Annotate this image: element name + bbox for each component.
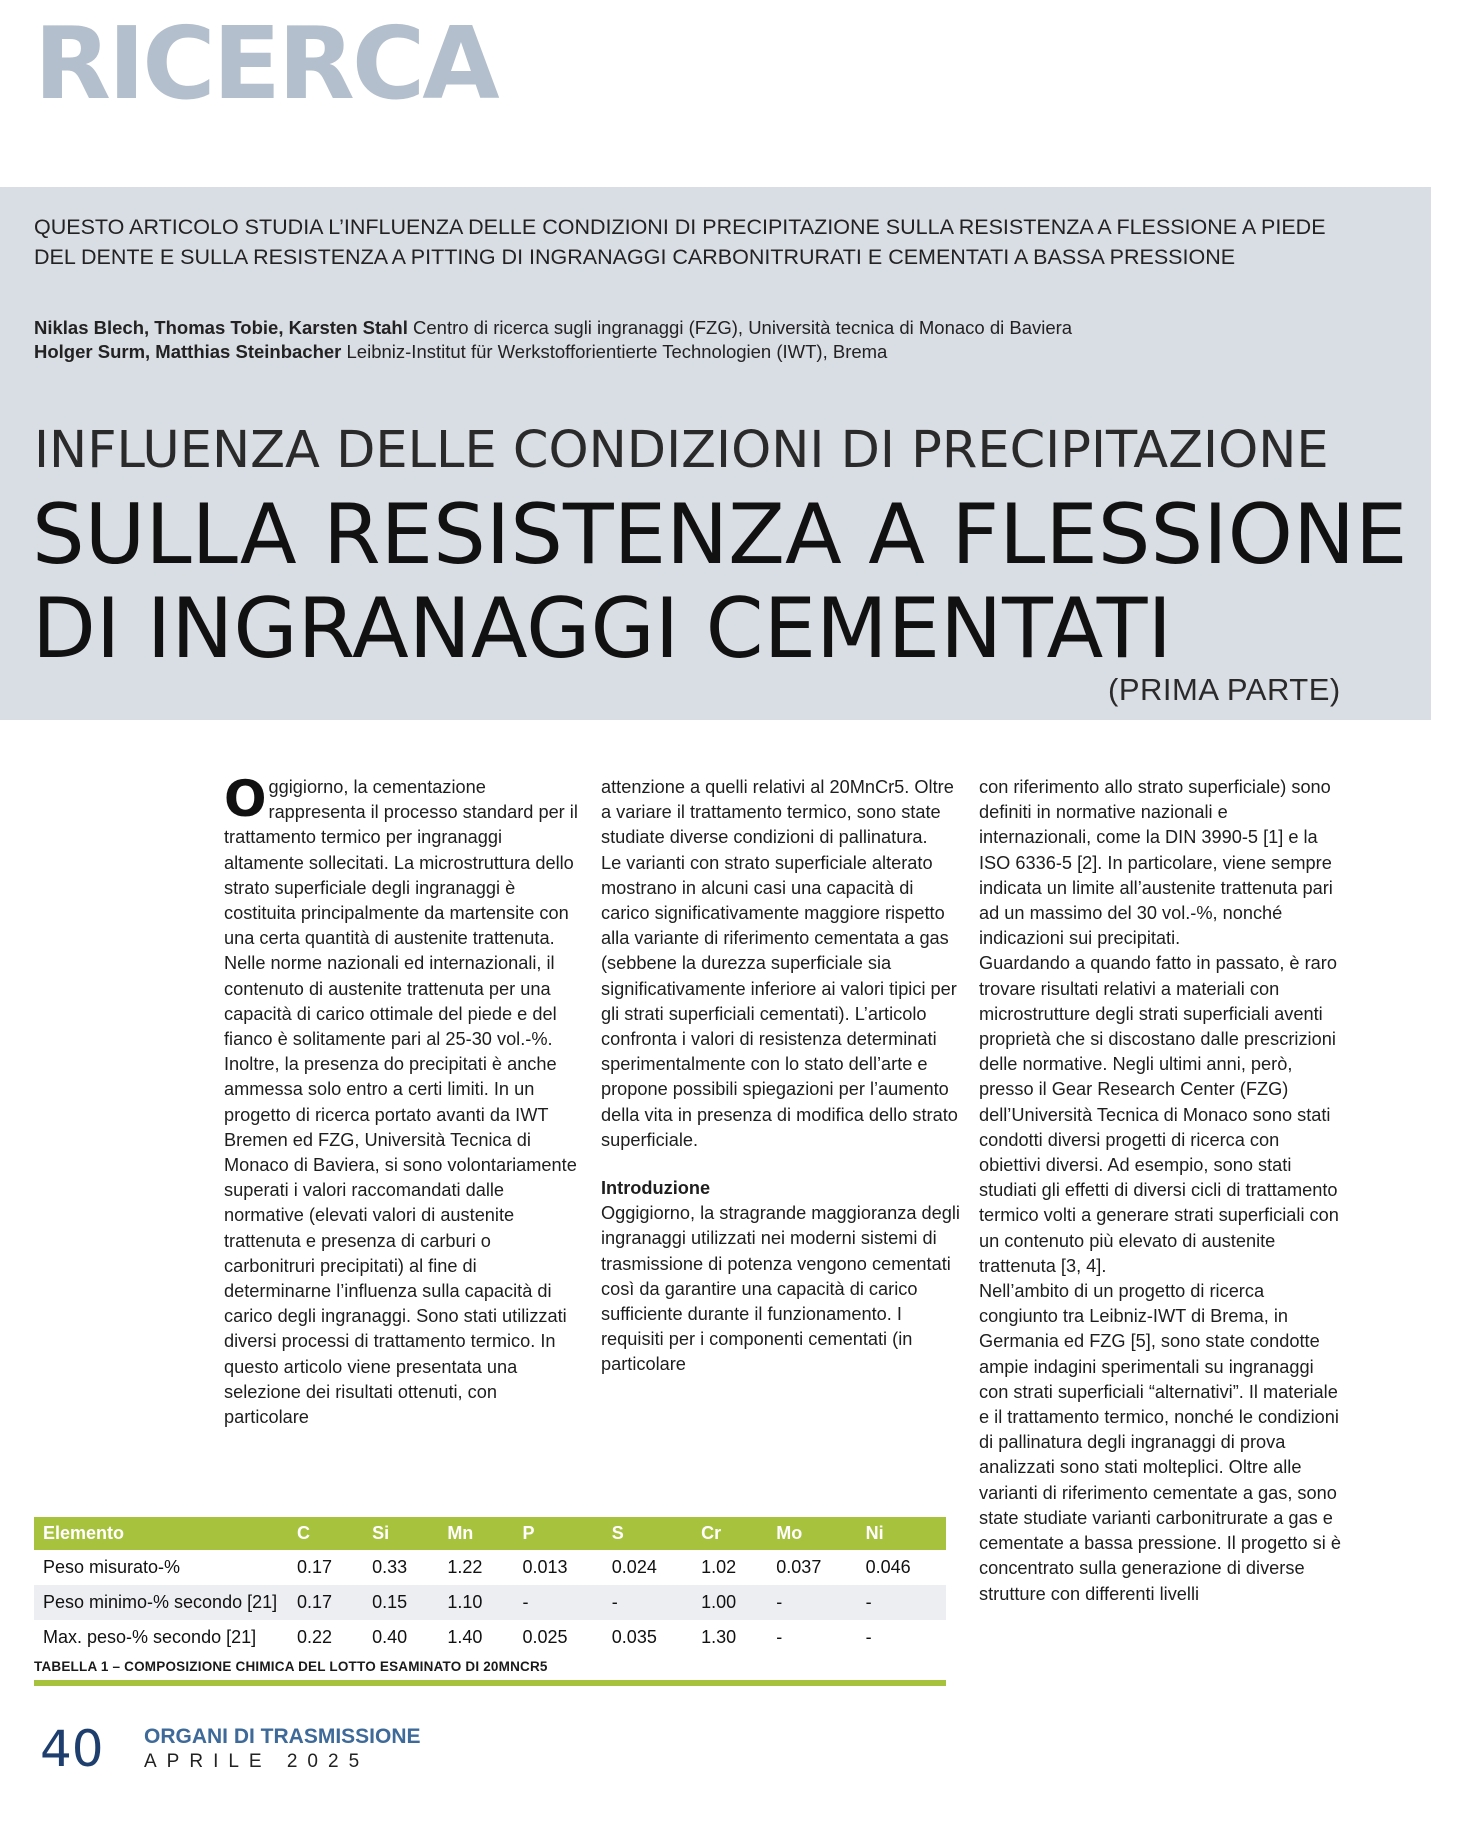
- table-cell: 0.035: [611, 1627, 657, 1647]
- table-cell: -: [513, 1585, 602, 1620]
- body-paragraph: attenzione a quelli relativi al 20MnCr5. Oltre a variare il trattamento termico, sono state studiate diverse condizioni di pallinatura.: [601, 777, 954, 848]
- table-cell: 1.40: [447, 1627, 483, 1647]
- table-cell: -: [857, 1585, 946, 1620]
- standfirst: QUESTO ARTICOLO STUDIA L’INFLUENZA DELLE CONDIZIONI DI PRECIPITAZIONE SULLA RESISTENZA A FLESSIONE A PIEDE DEL DENTE E SULLA RESISTENZA A PITTING DI INGRANAGGI CARBONITRURATI E CEMENTATI A BASSA PRESSIONE: [34, 215, 1326, 269]
- table-row: [34, 1550, 946, 1585]
- table-cell: 0.013: [522, 1557, 568, 1577]
- table-cell: Peso misurato-%: [43, 1557, 181, 1577]
- table-cell: Peso minimo-% secondo [21]: [34, 1585, 288, 1620]
- drop-cap: O: [224, 770, 267, 828]
- body-paragraph: Nell’ambito di un progetto di ricerca congiunto tra Leibniz-IWT di Brema, in Germania ed FZG [5], sono state condotte ampie indagini sperimentali su ingranaggi con strati superficiali “alternativi”. Il materiale e il trattamento termico, nonché le condizioni di pallinatura degli ingranaggi di prova analizzati sono stati molteplici. Oltre alle varianti di riferimento cementate a gas, sono state studiate varianti carbonitrurate a gas e cementate a bassa pressione. Il progetto si è concentrato sulla generazione di diverse strutture con differenti livelli: [979, 1281, 1341, 1604]
- body-paragraph: con riferimento allo strato superficiale) sono definiti in normative nazionali e internazionali, come la DIN 3990-5 [1] e la ISO 6336-5 [2]. In particolare, viene sempre indicata un limite all’austenite trattenuta pari ad un massimo del 30 vol.-%, nonché indicazioni sui precipitati.: [979, 777, 1333, 949]
- table-cell: 0.15: [363, 1585, 438, 1620]
- column-header: Mn: [438, 1517, 513, 1550]
- table-cell: 0.037: [776, 1557, 822, 1577]
- body-column-1: [224, 770, 586, 1430]
- column-header: S: [603, 1517, 692, 1550]
- part-label: (PRIMA PARTE): [1108, 672, 1341, 707]
- composition-table-block: [34, 1517, 946, 1686]
- table-row: [34, 1585, 946, 1620]
- column-header: Si: [363, 1517, 438, 1550]
- body-column-2: [601, 775, 963, 1378]
- table-cell: 0.33: [372, 1557, 408, 1577]
- table-row: [34, 1620, 946, 1655]
- table-cell: 0.22: [297, 1627, 333, 1647]
- table-header-row: [34, 1517, 946, 1550]
- column-header: Elemento: [34, 1517, 288, 1550]
- author-names: Niklas Blech, Thomas Tobie, Karsten Stahl: [34, 317, 408, 338]
- page-number: 40: [40, 1720, 104, 1778]
- author-line: [34, 340, 1364, 364]
- headline-line: SULLA RESISTENZA A FLESSIONE: [32, 486, 1408, 583]
- section-subheading: Introduzione: [601, 1178, 711, 1199]
- column-header: Cr: [692, 1517, 767, 1550]
- table-cell: Max. peso-% secondo [21]: [43, 1627, 257, 1647]
- table-cell: 1.00: [692, 1585, 767, 1620]
- composition-table: [34, 1517, 946, 1655]
- table-cell: 0.17: [288, 1585, 363, 1620]
- headline-line: DI INGRANAGGI CEMENTATI: [32, 580, 1172, 677]
- body-paragraph: ggigiorno, la cementazione rappresenta il processo standard per il trattamento termico per ingranaggi altamente sollecitati. La microstruttura dello strato superficiale degli ingranaggi è costituita principalmente da martensite con una certa quantità di austenite trattenuta. Nelle norme nazionali ed internazionali, il contenuto di austenite trattenuta per una capacità di carico ottimale del piede e del fianco è solitamente pari al 25-30 vol.-%. Inoltre, la presenza do precipitati è anche ammessa solo entro a certi limiti. In un progetto di ricerca portato avanti da IWT Bremen ed FZG, Università Tecnica di Monaco di Baviera, si sono volontariamente superati i valori raccomandati dalle normative (elevati valori di austenite trattenuta e presenza di carburi o carbonitruri precipitati) al fine di determinarne l’influenza sulla capacità di carico degli ingranaggi. Sono stati utilizzati diversi processi di trattamento termico. In questo articolo viene presentata una selezione dei risultati ottenuti, con particolare: [224, 777, 578, 1428]
- table-cell: 1.10: [438, 1585, 513, 1620]
- body-paragraph: Oggigiorno, la stragrande maggioranza degli ingranaggi utilizzati nei moderni sistemi di trasmissione di potenza vengono cementati così da garantire una capacità di carico sufficiente durante il funzionamento. I requisiti per i componenti cementati (in particolare: [601, 1203, 960, 1375]
- headline-kicker: INFLUENZA DELLE CONDIZIONI DI PRECIPITAZIONE: [34, 421, 1329, 480]
- column-header: C: [288, 1517, 363, 1550]
- author-line: [34, 316, 1364, 340]
- table-cell: 0.024: [611, 1557, 657, 1577]
- table-cell: -: [776, 1627, 783, 1647]
- table-cell: -: [865, 1627, 872, 1647]
- table-cell: -: [603, 1585, 692, 1620]
- column-header: P: [513, 1517, 602, 1550]
- table-cell: 0.025: [522, 1627, 568, 1647]
- table-cell: -: [767, 1585, 856, 1620]
- section-label: RICERCA: [34, 5, 497, 122]
- column-header: Mo: [767, 1517, 856, 1550]
- table-cell: 0.046: [865, 1557, 911, 1577]
- column-header: Ni: [857, 1517, 946, 1550]
- table-cell: 0.17: [297, 1557, 333, 1577]
- body-column-3: [979, 775, 1341, 1607]
- magazine-name: ORGANI DI TRASMISSIONE: [144, 1725, 421, 1748]
- body-paragraph: Le varianti con strato superficiale alterato mostrano in alcuni casi una capacità di carico significativamente maggiore rispetto alla variante di riferimento cementata a gas (sebbene la durezza superficiale sia significativamente inferiore ai valori tipici per gli strati superficiali cementati). L’articolo confronta i valori di resistenza determinati sperimentalmente con lo stato dell’arte e propone possibili spiegazioni per l’aumento della vita in presenza di modifica dello strato superficiale.: [601, 852, 958, 1150]
- author-affiliation: Centro di ricerca sugli ingranaggi (FZG), Università tecnica di Monaco di Baviera: [407, 317, 1073, 338]
- table-cell: 1.30: [701, 1627, 737, 1647]
- body-paragraph: Guardando a quando fatto in passato, è raro trovare risultati relativi a materiali con microstrutture degli strati superficiali aventi proprietà che si discostano dalle prescrizioni delle normative. Negli ultimi anni, però, presso il Gear Research Center (FZG) dell’Università Tecnica di Monaco sono stati condotti diversi progetti di ricerca con obiettivi diversi. Ad esempio, sono stati studiati gli effetti di diversi cicli di trattamento termico volti a generare strati superficiali con un contenuto più elevato di austenite trattenuta [3, 4].: [979, 953, 1339, 1276]
- issue-date: APRILE 2025: [144, 1751, 370, 1772]
- author-credits: [34, 316, 1364, 364]
- article-headline: [32, 488, 1408, 676]
- author-affiliation: Leibniz-Institut für Werkstofforientierte Technologien (IWT), Brema: [341, 341, 888, 362]
- table-cell: 1.22: [447, 1557, 483, 1577]
- table-caption: TABELLA 1 – COMPOSIZIONE CHIMICA DEL LOTTO ESAMINATO DI 20MNCR5: [34, 1659, 946, 1686]
- table-cell: 0.40: [372, 1627, 408, 1647]
- author-names: Holger Surm, Matthias Steinbacher: [34, 341, 342, 362]
- table-cell: 1.02: [701, 1557, 737, 1577]
